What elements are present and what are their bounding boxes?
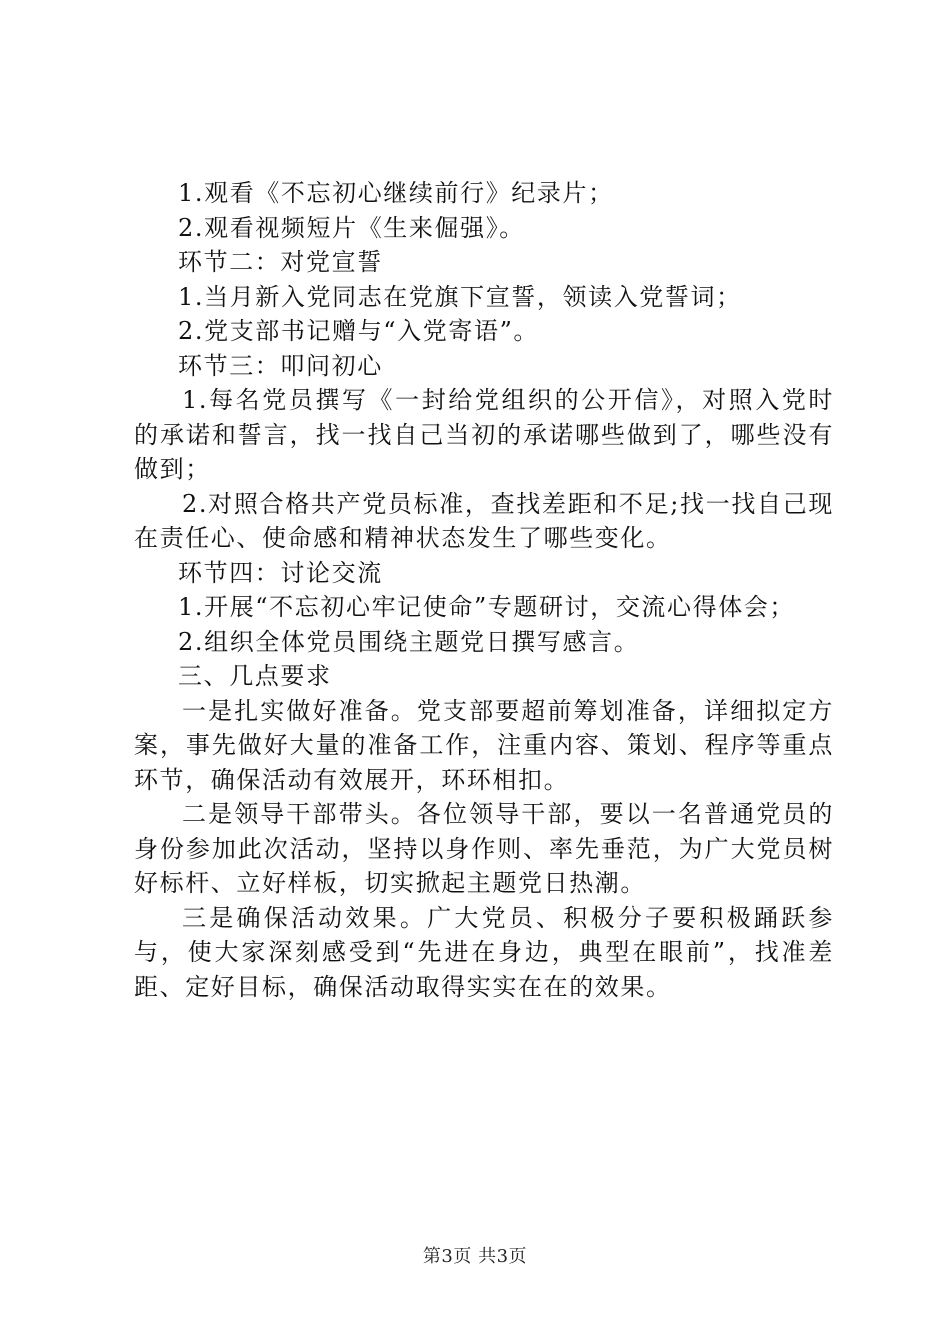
paragraph-oath: 1.当月新入党同志在党旗下宣誓，领读入党誓词； [178, 282, 742, 311]
paragraph-watch-short-video: 2.观看视频短片《生来倔强》。 [178, 213, 525, 242]
paragraph-open-letter: 1.每名党员撰写《一封给党组织的公开信》，对照入党时的承诺和誓言，找一找自己当初的承诺哪些做到了，哪些没有做到； [134, 386, 834, 483]
heading-requirements: 三、几点要求 [178, 662, 332, 690]
paragraph-watch-documentary: 1.观看《不忘初心继续前行》纪录片； [178, 179, 614, 207]
heading-step-two: 环节二：对党宣誓 [178, 248, 383, 276]
document-body [134, 176, 834, 1004]
paragraph-requirement-effect: 三是确保活动效果。广大党员、积极分子要积极踊跃参与，使大家深刻感受到“先进在身边，典型在眼前”，找准差距、定好目标，确保活动取得实实在在的效果。 [134, 903, 834, 1001]
heading-step-three: 环节三：叩问初心 [178, 351, 383, 380]
paragraph-party-message: 2.党支部书记赠与“入党寄语”。 [178, 317, 540, 345]
paragraph-write-reflections: 2.组织全体党员围绕主题党日撰写感言。 [178, 627, 640, 656]
paragraph-standards-check: 2.对照合格共产党员标准，查找差距和不足;找一找自己现在责任心、使命感和精神状态发生了哪些变化。 [134, 489, 834, 552]
page-footer [0, 1242, 950, 1268]
paragraph-requirement-preparation: 一是扎实做好准备。党支部要超前筹划准备，详细拟定方案，事先做好大量的准备工作，注重内容、策划、程序等重点环节，确保活动有效展开，环环相扣。 [134, 696, 834, 794]
paragraph-requirement-leadership: 二是领导干部带头。各位领导干部，要以一名普通党员的身份参加此次活动，坚持以身作则、率先垂范，为广大党员树好标杆、立好样板，切实掀起主题党日热潮。 [134, 800, 834, 897]
heading-step-four: 环节四：讨论交流 [178, 558, 383, 587]
page-number-label: 第3页 共3页 [422, 1246, 528, 1267]
paragraph-seminar: 1.开展“不忘初心牢记使命”专题研讨，交流心得体会； [178, 593, 796, 621]
